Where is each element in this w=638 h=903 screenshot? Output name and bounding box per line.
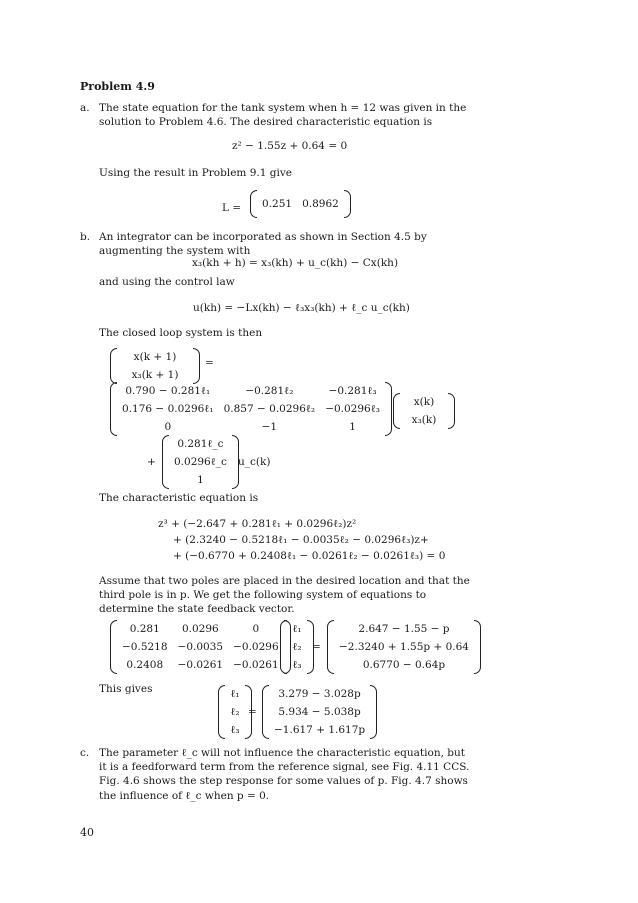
lhs-state-vector: x(k + 1) x₃(k + 1) <box>110 348 200 384</box>
part-b-text3: The closed loop system is then <box>99 327 263 339</box>
L-value-1: 0.251 <box>262 197 293 210</box>
equals-sign: = <box>205 357 214 369</box>
char-eq-line-1: z³ + (−2.647 + 0.281ℓ₁ + 0.0296ℓ₂)z² <box>158 518 357 530</box>
integrator-equation: x₃(kh + h) = x₃(kh) + u_c(kh) − Cx(kh) <box>192 257 399 269</box>
part-c-label: c. <box>80 747 90 759</box>
part-b-text6: This gives <box>99 683 153 695</box>
equals-sign-3: = <box>248 706 257 718</box>
page-number: 40 <box>80 826 94 839</box>
gain-L-lhs: L = <box>222 202 242 214</box>
part-b-label: b. <box>80 231 91 243</box>
char-eq-line-3: + (−0.6770 + 0.2408ℓ₁ − 0.0261ℓ₂ − 0.0261ℓ₃) = 0 <box>173 550 446 562</box>
L-value-2: 0.8962 <box>302 197 339 210</box>
ell-vector: ℓ₁ ℓ₂ ℓ₃ <box>280 620 314 675</box>
part-b-text4: The characteristic equation is <box>99 492 259 504</box>
part-b-text2: and using the control law <box>99 276 235 288</box>
coefficient-matrix: 0.281 0.0296 0 −0.5218 −0.0035 −0.0296 0.2408 −0.0261 −0.0261 <box>110 620 291 675</box>
equals-sign-2: = <box>312 641 321 653</box>
ell-vector-solution: ℓ₁ ℓ₂ ℓ₃ <box>218 685 252 740</box>
gain-L-vector <box>250 190 351 218</box>
solution-vector: 3.279 − 3.028p 5.934 − 5.038p −1.617 + 1.617p <box>262 685 377 740</box>
input-term: u_c(k) <box>238 456 271 468</box>
right-paren <box>344 190 351 218</box>
state-vector: x(k) x₃(k) <box>393 393 455 429</box>
left-paren <box>250 190 257 218</box>
rhs-vector: 2.647 − 1.55 − p −2.3240 + 1.55p + 0.64 0.6770 − 0.64p <box>327 620 481 675</box>
input-B-vector: 0.281ℓ_c 0.0296ℓ_c 1 <box>162 435 239 490</box>
part-b-text1: An integrator can be incorporated as shown in Section 4.5 by augmenting the system with <box>99 231 427 258</box>
part-c-text1: The parameter ℓ_c will not influence the characteristic equation, but it is a feedforward term from the reference signal, see Fig. 4.11 CCS. Fig. 4.6 shows the step response for some values of p. Fig. 4.7 shows the influence of ℓ_c when p = 0. <box>99 747 470 802</box>
plus-sign: + <box>147 456 156 468</box>
char-eq-line-2: + (2.3240 − 0.5218ℓ₁ − 0.0035ℓ₂ − 0.0296ℓ₃)z+ <box>173 534 429 546</box>
part-b-text5: Assume that two poles are placed in the desired location and that the third pole is in p. We get the following system of equations to determine the state feedback vector. <box>99 575 470 616</box>
part-a-label: a. <box>80 102 90 114</box>
part-a-text1: The state equation for the tank system when h = 12 was given in the solution to Problem 4.6. The desired characteristic equation is <box>99 102 467 129</box>
part-a-desired-char-eq: z² − 1.55z + 0.64 = 0 <box>232 140 348 152</box>
part-a-text2: Using the result in Problem 9.1 give <box>99 167 292 179</box>
control-law-equation: u(kh) = −Lx(kh) − ℓ₃x₃(kh) + ℓ_c u_c(kh) <box>193 302 410 314</box>
closed-loop-A-matrix: 0.790 − 0.281ℓ₁ −0.281ℓ₂ −0.281ℓ₃ 0.176 − 0.0296ℓ₁ 0.857 − 0.0296ℓ₂ −0.0296ℓ₃ 0 −1 1 <box>110 382 392 437</box>
problem-heading: Problem 4.9 <box>80 80 155 93</box>
